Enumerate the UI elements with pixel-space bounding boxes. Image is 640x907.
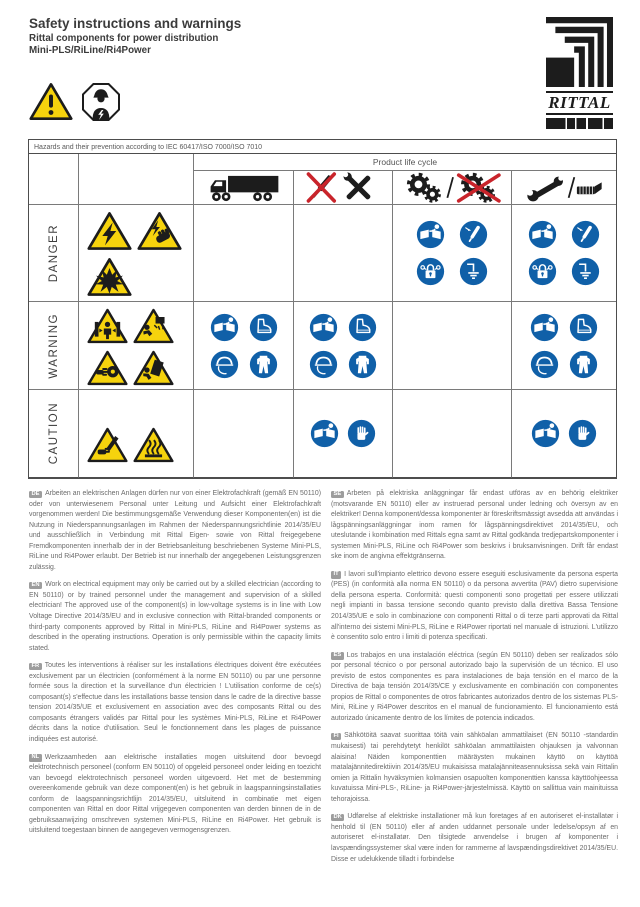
lifecycle-operation-cell — [393, 171, 512, 205]
safety-boots-icon — [348, 313, 377, 342]
lang-block-nl — [29, 753, 321, 837]
gears-operation-icon — [402, 171, 502, 204]
mandatory-icon-group — [310, 419, 376, 448]
warning-triangle-icon — [29, 82, 73, 121]
warning-maintenance-cell — [512, 302, 616, 390]
hazard-table — [28, 139, 617, 479]
lang-tag-fi: FI — [331, 733, 341, 741]
page-subtitle: Rittal components for power distribution — [29, 33, 219, 44]
corner-cell — [29, 154, 79, 205]
lang-block-fi — [331, 731, 618, 805]
read-manual-icon — [528, 220, 557, 249]
warning-installation-cell — [294, 302, 393, 390]
crushing-warning-icon — [87, 308, 128, 344]
falling-load-warning-icon — [133, 308, 174, 344]
warning-signs-header-cell — [79, 154, 194, 205]
lifecycle-installation-cell — [294, 171, 393, 205]
test-voltage-icon — [571, 220, 600, 249]
rittal-logo-squares-icon — [546, 17, 613, 87]
product-life-cycle-header: Product life cycle — [194, 154, 616, 171]
lang-text-nl: Werkzaamheden aan elektrische installaties mogen uitsluitend door bevoegd elektrotechnisch personeel (conform EN 50110) of opgeleid personeel onder leiding en toezicht van bevoegd elektrotechnisch personeel worden uitgevoerd. Het met de bestemming overeenkomende gebruik van deze component(en) is het gebruik in laagspanningsinstallaties conform de laagspanningsrichtlijn 2014/35/EU, uitsluitend in combinatie met eigen componenten van Rittal en door Rittal vrijgegeven componenten van derden binnen de in de gebruiksaanwijzing omschreven systemen Mini-PLS, RiLine en Ri4Power. Het gebruik is uitsluitend toegestaan binnen de aangegeven vermogensgrenzen. — [29, 753, 321, 835]
lang-text-se: Arbeten på elektriska anläggningar får endast utföras av en behörig elektriker (motsvarande EN 50110) eller av instruerad personal under ledning och översyn av en elektriker! Denna komponent/dessa komponenter är föreskriftsmässigt avsedda att användas i lågspänningsanläggningar inom ramen för lågspänningsdirektivet 2014/35/EU, och uteslutande i kombination med Rittals egna samt av Rittal godkända tredjepartskomponenter i systemen Mini-PLS, RiLine och Ri4Power som beskrivs i bruksanvisningen. Drift får endast ske inom de angivna effektgränserna. — [331, 490, 618, 561]
lang-text-fi: Sähkötöitä saavat suorittaa töitä vain sähköalan ammattilaiset (EN 50110 -standardin mukaisesti) tai perehdytetyt henkilöt sähköalan ammattilaisten ohjauksen ja valvonnan alaisina! Näiden komponenttien määräysten mukainen käyttö on käyttöä matalajännitedirektiivin 2014/35/EU mukaisissa matalajänniteasennuksissa sekä vain Rittalin omien ja Rittalin hyväksymien kolmansien osapuolten komponenttien kanssa käyttöohjeessa kuvatuissa Mini-PLS-, RiLine- ja Ri4Power-järjestelmissä. Käyttö on sallittua vain mainituissa tehorajoissa. — [331, 732, 618, 803]
safety-boots-icon — [249, 313, 278, 342]
lang-text-en: Work on electrical equipment may only be carried out by a skilled electrician (according to EN 50110) or by trained personnel under the management and supervision of a skilled electrician! The approved use of the component(s) in low-voltage systems is in line with Low Voltage Directive 2014/35/EU and in exclusive connection with Rittal-branded components or third-party components approved by Rittal in Mini-PLS, RiLine and Ri4Power systems as described in the operating instructions. Operation is only permissible within the capacity limits stated. — [29, 581, 321, 652]
lang-tag-nl: NL — [29, 754, 42, 762]
danger-transport-cell — [194, 205, 294, 302]
read-manual-icon — [310, 419, 339, 448]
protective-gloves-icon — [347, 419, 376, 448]
danger-installation-cell — [294, 205, 393, 302]
wrench-brush-maintenance-icon — [523, 171, 605, 204]
lockout-icon — [416, 257, 445, 286]
danger-operation-cell — [393, 205, 512, 302]
lang-block-en — [29, 580, 321, 654]
tipping-over-warning-icon — [133, 350, 174, 386]
hot-surface-warning-icon — [133, 427, 174, 463]
electric-shock-hand-warning-icon — [137, 211, 182, 251]
lang-text-it: I lavori sull'impianto elettrico devono essere eseguiti esclusivamente da persona esperta (PES) (in conformità alla norma EN 50110) o da persona avvertita (PAV) dietro supervisione della persona esperta. Conformità: questi componenti sono progettati per essere utilizzati negli impianti in bassa tensione secondo quanto previsto dalla direttiva Bassa Tensione 2014/35/UE e solo in combinazione con componenti Rittal o di terze parti approvati da Rittal all'interno dei sistemi Mini-PLS, RiLine e Ri4Power riportati nel manuale di istruzioni. L'utilizzo è consentito solo entro i limiti di potenza specificati. — [331, 570, 618, 642]
rittal-logo — [546, 17, 613, 129]
table-caption: Hazards and their prevention according to IEC 60417/ISO 7000/ISO 7010 — [28, 139, 617, 154]
rittal-logo-bar — [546, 118, 613, 129]
read-manual-icon — [210, 313, 239, 342]
lang-block-se — [331, 489, 618, 563]
lang-tag-de: DE — [29, 491, 42, 499]
lang-block-fr — [29, 661, 321, 745]
protective-clothing-icon — [569, 350, 598, 379]
product-line: Mini-PLS/RiLine/Ri4Power — [29, 45, 151, 56]
protective-clothing-icon — [249, 350, 278, 379]
no-live-working-tools-icon — [304, 171, 382, 204]
read-manual-icon — [531, 419, 560, 448]
row-label-caution: CAUTION — [29, 390, 79, 478]
caution-transport-cell — [194, 390, 294, 478]
row-label-danger: DANGER — [29, 205, 79, 302]
caution-installation-cell — [294, 390, 393, 478]
hand-injury-warning-icon — [87, 350, 128, 386]
truck-icon — [207, 173, 281, 203]
warning-warning-signs-cell — [79, 302, 194, 390]
read-manual-icon — [530, 313, 559, 342]
language-column-right — [331, 489, 618, 872]
earth-ground-icon — [571, 257, 600, 286]
electric-shock-warning-icon — [87, 211, 132, 251]
lang-tag-it: IT — [331, 571, 341, 579]
lang-text-fr: Toutes les interventions à réaliser sur les installations électriques doivent être exécutées exclusivement par un électricien (conformément à la norme EN 50110) ou par une personne formée sous la direction et la surveillance d'un électricien ! L'utilisation conforme de ce(s) composant(s) s'effectue dans les installations basse tension dans le cadre de la directive basse tension 2014/35/UE et exclusivement en association avec des composants Rittal ou des composants étrangers validés par Rittal pour les systèmes Mini-PLS, RiLine et Ri4Power décrits dans la notice d'utilisation. Seul le fonctionnement dans les plages de puissance indiquées est autorisé. — [29, 662, 321, 744]
lang-tag-en: EN — [29, 582, 42, 590]
lang-text-dk: Udførelse af elektriske installationer må kun foretages af en autoriseret el-installatør i henhold til (EN 50110) eller af anden uddannet personale under ledelse/opsyn af en autoriseret el-installatør. Den tilsigtede anvendelse i brugen af komponenter i lavspændingssystemer skal være inden for rammerne af lavspændingsdirektivet 2014/35/EU. Disse er udelukkende tilladt i forbindelse — [331, 813, 618, 863]
safety-helmet-icon — [530, 350, 559, 379]
caution-maintenance-cell — [512, 390, 616, 478]
lang-tag-es: ES — [331, 652, 344, 660]
safety-helmet-icon — [309, 350, 338, 379]
warning-transport-cell — [194, 302, 294, 390]
read-manual-icon — [416, 220, 445, 249]
mandatory-icon-group — [416, 220, 488, 286]
language-column-left — [29, 489, 321, 844]
lang-tag-se: SE — [331, 491, 344, 499]
read-manual-icon — [309, 313, 338, 342]
mandatory-icon-group — [528, 220, 600, 286]
lang-block-de — [29, 489, 321, 573]
header-safety-icons — [29, 82, 121, 122]
lang-block-it — [331, 570, 618, 644]
lang-text-es: Los trabajos en una instalación eléctrica (según EN 50110) deben ser realizados sólo por personal técnico o por personal autorizado bajo la supervisión de un técnico. El uso previsto de estos componentes es para instalaciones de baja tensión en el marco de la Directiva de baja tensión 2014/35/CE y exclusivamente en combinación con componentes propios de Rittal o componentes de otros fabricantes autorizados dentro de los sistemas PLS-Mini, RiLine y Ri4Power descritos en el manual de funcionamiento. El funcionamiento está autorizado únicamente dentro de los límites de potencia indicados. — [331, 651, 618, 722]
skilled-electrician-icon — [81, 82, 121, 122]
lang-text-de: Arbeiten an elektrischen Anlagen dürfen nur von einer Elektrofachkraft (gemäß EN 50110) oder von unterwiesenem Personal unter Leitung und Aufsicht einer Elektrofachkraft vorgenommen werden! Die bestimmungsgemäße Verwendung dieser Komponenten(en) ist die Nutzung in Niederspannungsanlagen im Rahmen der Niederspannungsrichtlinie 2014/35/EU und ausschließlich in Verbindung mit Rittal Eigen- sowie von Rittal freigegebene Fremdkomponenten innerhalb der in der Betriebsanleitung beschriebenen Systeme Mini-PLS, RiLine und Ri4Power erlaubt. Der Betrieb ist nur innerhalb der angegebenen Leistungsgrenzen zulässig. — [29, 490, 321, 571]
warning-operation-cell — [393, 302, 512, 390]
earth-ground-icon — [459, 257, 488, 286]
safety-helmet-icon — [210, 350, 239, 379]
mandatory-icon-group — [309, 313, 377, 379]
safety-boots-icon — [569, 313, 598, 342]
test-voltage-icon — [459, 220, 488, 249]
mandatory-icon-group — [530, 313, 598, 379]
lifecycle-maintenance-cell — [512, 171, 616, 205]
lang-block-dk — [331, 812, 618, 865]
lang-tag-fr: FR — [29, 663, 42, 671]
caution-operation-cell — [393, 390, 512, 478]
explosion-warning-icon — [87, 257, 132, 297]
danger-warning-signs-cell — [79, 205, 194, 302]
protective-gloves-icon — [568, 419, 597, 448]
row-label-warning: WARNING — [29, 302, 79, 390]
caution-warning-signs-cell — [79, 390, 194, 478]
hazard-grid — [28, 154, 617, 479]
rittal-wordmark: RITTAL — [546, 91, 613, 115]
lifecycle-transport-cell — [194, 171, 294, 205]
lang-block-es — [331, 651, 618, 725]
header-titles — [29, 16, 241, 57]
mandatory-icon-group — [531, 419, 597, 448]
lang-tag-dk: DK — [331, 814, 344, 822]
protective-clothing-icon — [348, 350, 377, 379]
sharp-element-warning-icon — [87, 427, 128, 463]
danger-maintenance-cell — [512, 205, 616, 302]
lockout-icon — [528, 257, 557, 286]
page-title: Safety instructions and warnings — [29, 16, 242, 31]
mandatory-icon-group — [210, 313, 278, 379]
